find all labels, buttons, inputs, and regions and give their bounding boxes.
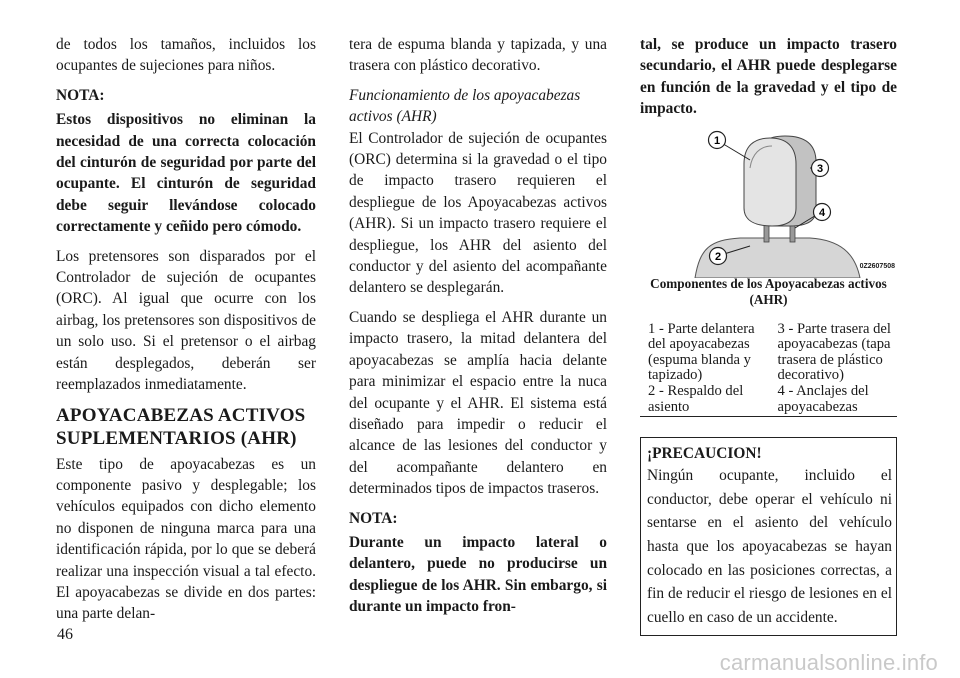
figure-code: 0Z2607508 bbox=[859, 262, 895, 270]
continuation-bold: tal, se produce un impacto trasero secundario, el AHR puede desplegarse en función de la gravedad y el tipo de impacto. bbox=[640, 36, 897, 118]
deploy-paragraph: Cuando se despliega el AHR durante un impacto trasero, la mitad delantera del apoyacabezas se amplía hacia delante para minimizar el espacio entre la nuca del ocupante y el AHR. El sistema está diseñado para impedir o reducir el alcance de las lesiones del conductor y del acompañante delantero en determinados tipos de impactos traseros. bbox=[349, 308, 607, 498]
legend-item-2: 2 - Respaldo del asiento bbox=[648, 383, 744, 415]
callout-1-label: 1 bbox=[713, 134, 721, 147]
note-text-2: Durante un impacto lateral o delantero, puede no producirse un despliegue de los AHR. Sin embargo, si durante un impacto fron- bbox=[349, 533, 607, 616]
column-middle bbox=[349, 34, 607, 626]
legend-item-4: 4 - Anclajes del apoyacabezas bbox=[777, 383, 869, 415]
callout-3-label: 3 bbox=[816, 162, 824, 175]
orc-paragraph: El Controlador de sujeción de ocupantes (ORC) determina si la gravedad o el tipo de impacto trasero requieren el despliegue de los Apoyacabezas activos (AHR). Si un impacto trasero requiere el despliegue, los AHR del asiento del conductor y del asiento del acompañante delantero se desplegarán. bbox=[349, 129, 607, 297]
legend-item-3: 3 - Parte trasera del apoyacabezas (tapa trasera de plástico decorativo) bbox=[777, 320, 891, 384]
legend-item-1: 1 - Parte delantera del apoyacabezas (espuma blanda y tapizado) bbox=[648, 320, 755, 384]
caution-title: ¡PRECAUCION! bbox=[647, 445, 762, 463]
callout-4-label: 4 bbox=[818, 206, 826, 219]
page-number: 46 bbox=[57, 626, 73, 643]
figure-caption: Componentes de los Apoyacabezas activos (AHR) bbox=[650, 275, 887, 307]
callout-2-label: 2 bbox=[714, 250, 722, 263]
column-right bbox=[640, 34, 897, 636]
column-left bbox=[56, 34, 316, 633]
pretensioner-paragraph: Los pretensores son disparados por el Controlador de sujeción de ocupantes (ORC). Al igual que ocurre con los airbag, los pretensores son dispositivos de un solo uso. Si el pretensor o el airbag están desplegados, deberán ser reemplazados inmediatamente. bbox=[56, 247, 316, 394]
caution-text: Ningún ocupante, incluido el conductor, debe operar el vehículo ni sentarse en el asiento del vehículo hasta que los apoyacabezas se hayan colocado en las posiciones correctas, a fin de reducir el riesgo de lesiones en el cuello en caso de un accidente. bbox=[647, 467, 892, 626]
subheading: Funcionamiento de los apoyacabezas activos (AHR) bbox=[349, 86, 581, 126]
ahr-intro-paragraph: Este tipo de apoyacabezas es un componente pasivo y desplegable; los vehículos equipados con dicho elemento no disponen de ninguna marca para una identificación rápida, por lo que se deberá realizar una inspección visual a tal efecto. El apoyacabezas se divide en dos partes: una parte delan- bbox=[56, 455, 316, 623]
headrest-illustration bbox=[640, 128, 897, 278]
figure-legend bbox=[640, 322, 897, 418]
watermark: carmanualsonline.info bbox=[719, 650, 938, 675]
note-label: NOTA: bbox=[56, 86, 105, 104]
headrest-figure bbox=[640, 128, 897, 308]
note-label-2: NOTA: bbox=[349, 509, 398, 527]
note-text: Estos dispositivos no eliminan la necesidad de una correcta colocación del cinturón de seguridad por parte del ocupante. El cinturón de seguridad debe seguir llevándose colocado correctamente y ceñido pero cómodo. bbox=[56, 111, 316, 236]
section-heading: APOYACABEZAS ACTIVOS SUPLEMENTARIOS (AHR) bbox=[56, 404, 306, 449]
caution-box bbox=[640, 437, 897, 636]
intro-text: de todos los tamaños, incluidos los ocupantes de sujeciones para niños. bbox=[56, 36, 316, 75]
continuation-text: tera de espuma blanda y tapizada, y una trasera con plástico decorativo. bbox=[349, 36, 607, 75]
